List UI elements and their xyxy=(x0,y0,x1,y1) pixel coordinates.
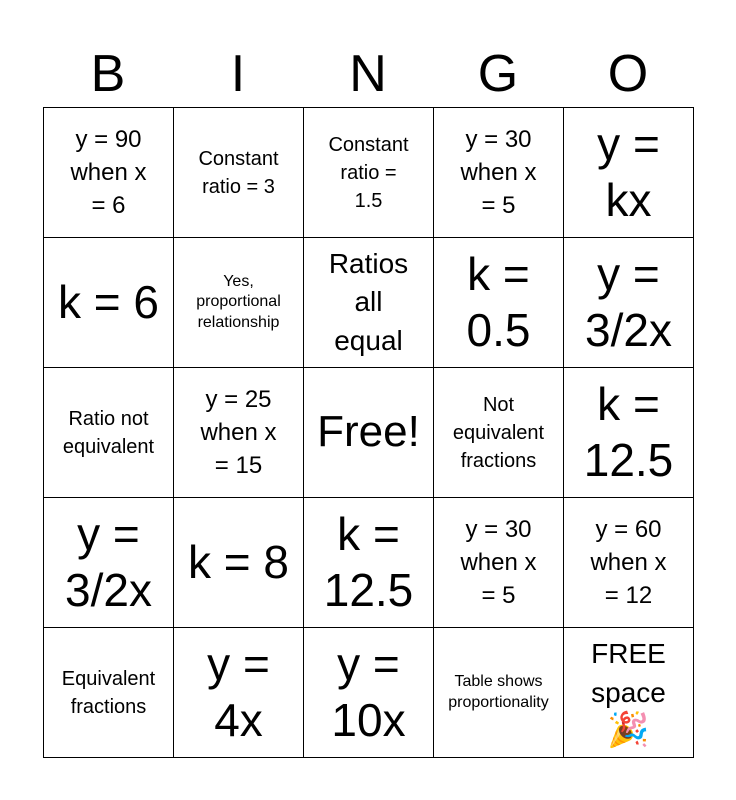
bingo-cell-r3c1[interactable]: Ratio not equivalent xyxy=(44,368,174,498)
bingo-cell-r2c4[interactable]: k = 0.5 xyxy=(434,238,564,368)
bingo-card-grid xyxy=(43,107,694,758)
bingo-cell-r2c2[interactable]: Yes, proportional relationship xyxy=(174,238,304,368)
header-letter-o: O xyxy=(607,45,649,103)
bingo-cell-r1c1[interactable]: y = 90 when x = 6 xyxy=(44,108,174,238)
bingo-cell-r4c1[interactable]: y = 3/2x xyxy=(44,498,174,628)
bingo-cell-r5c3[interactable]: y = 10x xyxy=(304,628,434,758)
bingo-cell-r1c3[interactable]: Constant ratio = 1.5 xyxy=(304,108,434,238)
bingo-cell-r4c4[interactable]: y = 30 when x = 5 xyxy=(434,498,564,628)
bingo-cell-r1c4[interactable]: y = 30 when x = 5 xyxy=(434,108,564,238)
bingo-cell-r2c1[interactable]: k = 6 xyxy=(44,238,174,368)
bingo-cell-r3c2[interactable]: y = 25 when x = 15 xyxy=(174,368,304,498)
bingo-cell-r1c2[interactable]: Constant ratio = 3 xyxy=(174,108,304,238)
bingo-cell-r3c5[interactable]: k = 12.5 xyxy=(564,368,694,498)
bingo-cell-r4c3[interactable]: k = 12.5 xyxy=(304,498,434,628)
free-space-label: FREE space xyxy=(591,638,666,708)
bingo-cell-r5c5-free-space[interactable] xyxy=(564,628,694,758)
bingo-cell-r4c5[interactable]: y = 60 when x = 12 xyxy=(564,498,694,628)
bingo-cell-r4c2[interactable]: k = 8 xyxy=(174,498,304,628)
bingo-cell-r5c1[interactable]: Equivalent fractions xyxy=(44,628,174,758)
bingo-cell-r3c4[interactable]: Not equivalent fractions xyxy=(434,368,564,498)
bingo-cell-r1c5[interactable]: y = kx xyxy=(564,108,694,238)
header-letter-g: G xyxy=(477,45,519,103)
header-letter-n: N xyxy=(349,45,387,103)
header-letter-i: I xyxy=(230,45,246,103)
bingo-cell-r2c3[interactable]: Ratios all equal xyxy=(304,238,434,368)
bingo-cell-r5c2[interactable]: y = 4x xyxy=(174,628,304,758)
bingo-header xyxy=(43,40,693,108)
party-popper-icon: 🎉 xyxy=(607,710,650,751)
bingo-cell-r5c4[interactable]: Table shows proportionality xyxy=(434,628,564,758)
bingo-cell-r2c5[interactable]: y = 3/2x xyxy=(564,238,694,368)
header-letter-b: B xyxy=(90,45,126,103)
bingo-cell-r3c3-free[interactable]: Free! xyxy=(304,368,434,498)
